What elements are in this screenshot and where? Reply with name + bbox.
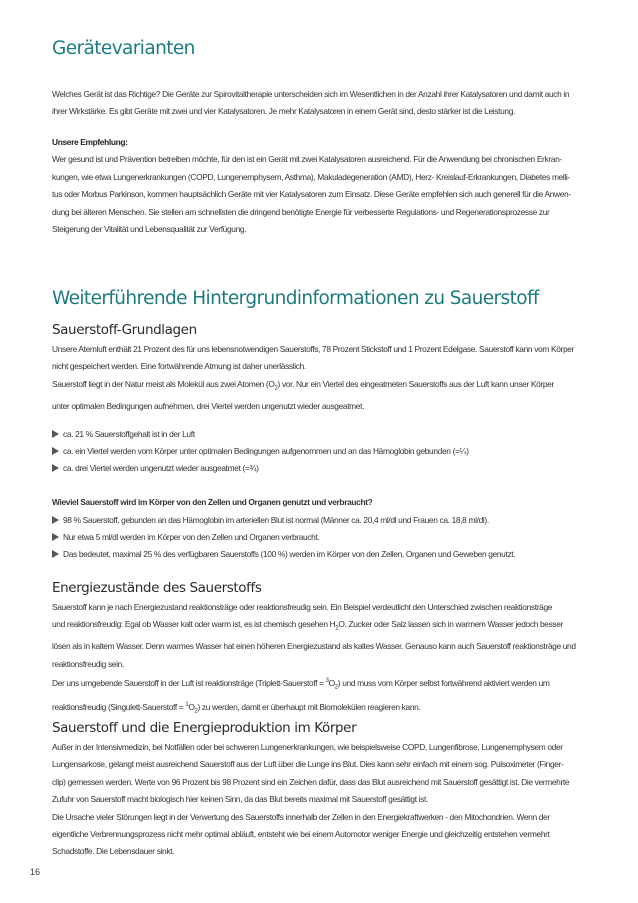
energy-paragraph [52,599,592,721]
text-line [52,616,592,638]
text-line: lösen als in kaltem Wasser. Denn warmes Wasser hat einen höheren Energiezustand als kaltes Wasser. Genauso kann auch Sauerstoff reaktionsträge und [52,641,576,652]
bullet-item [52,426,195,443]
text-line: Zufuhr von Sauerstoff macht biologisch hier keinen Sinn, da das Blut bereits maximal mit Sauerstoff gesättigt ist. [52,794,428,805]
section-title-geraetevarianten: Gerätevarianten [52,38,195,59]
subscript: 2 [335,626,339,633]
text-line [52,697,592,721]
text-line: Wer gesund ist und Prävention betreiben möchte, für den ist ein Gerät mit zwei Katalysatoren ausreichend. Für die Anwendung bei chronischen Erkran- [52,154,562,165]
subscript: 2 [334,684,338,691]
text-line [52,376,592,398]
text-line: nicht gespeichert werden. Eine fortwährende Atmung ist daher unerlässlich. [52,361,306,372]
text-line: Außer in der Intensivmedizin, bei Notfällen oder bei schweren Lungenerkrankungen, wie beispielsweise COPD, Lungenfibrose, Lungenemphysem oder [52,742,563,752]
question-heading: Wieviel Sauerstoff wird im Körper von den Zellen und Organen genutzt und verbraucht? [52,497,373,507]
answer-item [52,529,319,546]
text-line: ihrer Wirkstärke. Es gibt Geräte mit zwei und vier Katalysatoren. Je mehr Katalysatoren in einem Gerät sind, desto stärker ist die Leistung. [52,106,516,117]
intro-paragraph [52,86,592,121]
text-line: Lungensarkose, gelangt meist ausreichend Sauerstoff aus der Luft über die Lunge ins Blut. Dies kann sehr einfach mit einem sog. Pulsoximeter (Finger- [52,759,564,770]
page-number: 16 [30,867,41,877]
basics-paragraph [52,341,592,415]
subscript: 2 [274,385,278,392]
text-line [52,673,592,697]
text-line: unter optimalen Bedingungen aufnehmen, drei Viertel werden ungenutzt wieder ausgeatmet. [52,400,365,411]
triangle-bullet-icon [52,464,59,472]
bullet-text: ca. 21 % Sauerstoffgehalt ist in der Luft [63,429,195,439]
subsection-title-energieproduktion: Sauerstoff und die Energieproduktion im Körper [52,720,357,736]
bullet-item [52,460,259,477]
answer-item [52,546,515,563]
text-line: kungen, wie etwa Lungenerkrankungen (COPD, Lungenemphysem, Asthma), Makuladegeneration (AMD), Herz- Kreislauf-Erkrankungen, Diabetes melli- [52,171,570,182]
recommendation-paragraph [52,134,592,238]
subscript: 2 [194,708,198,715]
bullet-text: ca. ein Viertel werden vom Körper unter optimalen Bedingungen aufgenommen und an das Hämoglobin gebunden (=¼) [63,446,469,456]
text-line: Steigerung der Vitalität und Lebensqualität zur Verfügung. [52,224,247,235]
text-line: Welches Gerät ist das Richtige? Die Geräte zur Spirovitaltherapie unterscheiden sich im Wesentlichen in der Anzahl ihrer Katalysatoren und damit auch in [52,89,570,99]
recommendation-label: Unsere Empfehlung: [52,137,128,147]
bullet-text: ca. drei Viertel werden ungenutzt wieder ausgeatmet (=¾) [63,463,259,473]
text-line: Schadstoffe. Die Lebensdauer sinkt. [52,846,175,857]
text-line: clip) gemessen werden. Werte von 96 Prozent bis 98 Prozent sind ein Zeichen dafür, dass das Blut ausreichend mit Sauerstoff gesättigt ist. Die vermehrte [52,776,570,787]
text-fragment: ) und muss vom Körper selbst fortwährend aktiviert werden um [337,678,550,689]
text-line: dung bei älteren Menschen. Sie stellen am schnellsten die dringend benötigte Energie für verbesserte Regulations- und Regenerationsprozesse zur [52,206,550,217]
superscript: 3 [325,678,329,685]
bullet-item [52,443,469,460]
triangle-bullet-icon [52,430,59,438]
text-fragment: reaktionsfreudig (Singulett-Sauerstoff = [52,701,186,712]
triangle-bullet-icon [52,533,59,541]
superscript: 1 [185,702,189,709]
text-fragment: Der uns umgebende Sauerstoff in der Luft ist reaktionsträge (Triplett-Sauerstoff = [52,678,326,689]
text-fragment: O. Zucker oder Salz lassen sich in warmem Wasser jedoch besser [338,619,564,630]
triangle-bullet-icon [52,516,59,524]
answer-text: Nur etwa 5 ml/dl werden im Körper von den Zellen und Organen verbraucht. [63,532,320,542]
section-title-hintergrund: Weiterführende Hintergrundinformationen zu Sauerstoff [52,288,539,309]
text-line: Die Ursache vieler Störungen liegt in der Verwertung des Sauerstoffs innerhalb der Zellen in den Energiekraftwerken - den Mitochondrien. Wenn der [52,811,550,822]
subsection-title-grundlagen: Sauerstoff-Grundlagen [52,322,197,338]
subsection-title-energiezustaende: Energiezustände des Sauerstoffs [52,580,262,596]
text-line: reaktionsfreudig sein. [52,658,124,669]
text-fragment: ) vor. Nur ein Viertel des eingeatmeten Sauerstoffs aus der Luft kann unser Körper [277,378,554,389]
text-fragment: O [188,701,195,712]
text-line: eigentliche Verbrennungsprozess nicht mehr optimal abläuft, entsteht wie bei einem Automotor weniger Energie und gleichzeitig entstehen vermehrt [52,829,550,840]
production-paragraph [52,739,592,861]
text-fragment: ) zu werden, damit er überhaupt mit Biomolekülen reagieren kann. [197,701,421,712]
text-fragment: O [328,678,335,689]
answer-item [52,512,489,529]
answer-text: 98 % Sauerstoff, gebunden an das Hämoglobin im arteriellen Blut ist normal (Männer ca. 20,4 ml/dl und Frauen ca. 18,8 ml/dl). [63,515,489,525]
answer-text: Das bedeutet, maximal 25 % des verfügbaren Sauerstoffs (100 %) werden im Körper von den Zellen, Organen und Geweben genutzt. [63,549,516,559]
triangle-bullet-icon [52,550,59,558]
text-fragment: und reaktionsfreudig: Egal ob Wasser kalt oder warm ist, es ist chemisch gesehen H [52,619,336,630]
text-line: Unsere Atemluft enthält 21 Prozent des für uns lebensnotwendigen Sauerstoffs, 78 Prozent Stickstoff und 1 Prozent Edelgase. Sauerstoff kann vom Körper [52,344,574,354]
text-fragment: Sauerstoff liegt in der Natur meist als Molekül aus zwei Atomen (O [52,378,275,389]
triangle-bullet-icon [52,447,59,455]
text-line: Sauerstoff kann je nach Energiezustand reaktionsträge oder reaktionsfreudig sein. Ein Beispiel verdeutlicht den Unterschied zwischen reaktionsträge [52,602,553,612]
text-line: tus oder Morbus Parkinson, kommen hauptsächlich Geräte mit vier Katalysatoren zum Einsatz. Diese Geräte empfehlen sich auch generell für die Anwen- [52,189,571,200]
